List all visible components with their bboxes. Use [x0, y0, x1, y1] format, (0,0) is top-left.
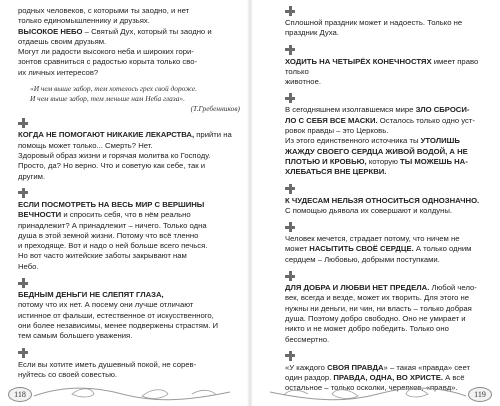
left-block-3-title: БЕДНЫМ ДЕНЬГИ НЕ СЛЕПЯТ ГЛАЗА, — [18, 290, 164, 300]
right-block-3 — [285, 93, 495, 177]
left-block-2-paragraph — [18, 210, 240, 220]
cross-icon — [285, 6, 295, 16]
left-block-2-text-5: Но вот часто житейские заботы закрывают нам — [18, 251, 187, 261]
left-block-4-text-2: нуйтесь со своей совестью. — [18, 369, 117, 379]
right-block-4 — [285, 184, 495, 217]
left-block-1-text-4: другим. — [18, 171, 46, 181]
right-block-7-title-a: СВОЯ ПРАВДА — [327, 362, 384, 372]
right-block-2-title: ХОДИТЬ НА ЧЕТЫРЁХ КОНЕЧНОСТЯХ — [285, 56, 432, 66]
right-block-3-line-1 — [285, 105, 495, 115]
left-block-1 — [18, 118, 240, 181]
left-sky-text-4: зонтов сравниться с радостью корыта только сво- — [18, 57, 198, 67]
flourish-ornament-icon — [32, 384, 232, 404]
cross-icon — [18, 348, 28, 358]
right-block-3-title-e: ПЛОТЬЮ И КРОВЬЮ, — [285, 156, 367, 166]
right-block-3-line-2 — [285, 116, 495, 126]
right-block-2 — [285, 45, 495, 88]
left-block-2-text-2: принадлежит? А принадлежит – ничего. Только одна — [18, 220, 207, 230]
right-page — [251, 0, 500, 406]
left-block-1-text-1: прийти на помощь может только... Смерть? Нет. — [18, 130, 232, 150]
left-block-3 — [18, 278, 240, 341]
left-block-2-title-a: ЕСЛИ ПОСМОТРЕТЬ НА ВЕСЬ МИР С ВЕРШИНЫ — [18, 199, 205, 209]
right-block-3-line-4 — [285, 136, 495, 146]
left-block-2-text-3: душа в этой земной жизни. Потому что всё тленно — [18, 230, 199, 240]
right-block-5-line-2 — [285, 244, 495, 254]
right-block-3-text-b3: Из этого единственного источника ты — [285, 136, 421, 146]
right-block-2-text-1: имеет право только — [285, 56, 479, 76]
cross-icon — [285, 93, 295, 103]
left-intro-line-1: родных человеков, с которыми ты заодно, и нет — [18, 6, 190, 15]
left-page-text — [18, 6, 240, 386]
left-page-number: 118 — [8, 387, 32, 402]
cross-icon — [18, 188, 28, 198]
left-block-1-text-2: Здоровый образ жизни и горячая молитва ко Господу. — [18, 151, 211, 161]
left-sky-text-3: Могут ли радости высокого неба и широких гори- — [18, 47, 194, 57]
left-block-3-text-4: тем самым большего уважения. — [18, 331, 133, 341]
right-block-7-text-a: «У каждого — [285, 362, 328, 372]
right-block-4-title: К ЧУДЕСАМ НЕЛЬЗЯ ОТНОСИТЬСЯ ОДНОЗНАЧНО. — [285, 195, 480, 205]
right-block-2-text-2: животное. — [285, 77, 321, 87]
left-block-2-text-6: Небо. — [18, 261, 39, 271]
right-block-7-text-b: » – такая «правда» сеет — [383, 362, 470, 372]
cross-icon — [18, 118, 28, 128]
left-sky-text-5: их личных интересов? — [18, 67, 99, 77]
right-block-5-text-a2: может — [285, 244, 310, 254]
right-block-3-title-b: ЛО С СЕБЯ ВСЕ МАСКИ. — [285, 115, 378, 125]
cross-icon — [285, 184, 295, 194]
left-sky-text-2: отдаешь своим друзьям. — [18, 36, 107, 46]
left-page — [0, 0, 249, 406]
left-block-3-text-2: истинное от фальши, естественное от искусственного, — [18, 310, 214, 320]
left-quote — [18, 84, 240, 113]
right-block-7-line-2 — [285, 373, 495, 383]
left-block-4 — [18, 348, 240, 381]
right-block-1 — [285, 6, 495, 39]
right-block-4-text-1: С помощью дьявола их совершают и колдуны. — [285, 205, 453, 215]
left-intro-line-2: только единомышленнику и друзьях. — [18, 16, 150, 26]
right-block-5-text-a1: Человек мечется, страдает потому, что ничем не — [285, 234, 460, 244]
left-block-2-text-1: и спросить себя, что в нём реально — [61, 210, 191, 220]
cross-icon — [285, 222, 295, 232]
right-page-text — [285, 6, 495, 400]
right-block-7-line-1 — [285, 363, 495, 373]
left-block-2-text-4: и преходяще. Вот и надо о ней больше всего печься. — [18, 241, 208, 251]
right-block-6-text-2: век, всегда и везде, может их творить. Для этого не — [285, 293, 470, 303]
right-block-6-text-3: нужны ни деньги, ни чин, ни власть – только добрая — [285, 303, 472, 313]
left-block-3-text-1: потому что их нет. А посему они лучше отличают — [18, 300, 194, 310]
right-block-3-title-c: УТОЛИШЬ — [420, 136, 460, 146]
left-sky-paragraph — [18, 27, 240, 37]
right-block-1-text-1: Сплошной праздник может и надоесть. Только не — [285, 18, 463, 27]
right-block-6 — [285, 271, 495, 345]
right-block-6-text-4: душа. Поэтому добро свободно. Оно не умирает и — [285, 313, 466, 323]
left-block-3-text-3: они более независимы, менее подвержены страстям. И — [18, 320, 219, 330]
right-block-6-text-5: никто и не может добро победить. Только оно бессмертно. — [285, 324, 449, 344]
right-block-3-text-c: которую — [366, 156, 401, 166]
right-block-3-title-g: ХЛЕБАТЬСЯ ВНЕ ЦЕРКВИ. — [285, 167, 387, 177]
right-block-1-text-2: праздник Духа. — [285, 28, 339, 38]
cross-icon — [285, 271, 295, 281]
left-folio — [2, 384, 242, 404]
right-folio — [258, 384, 498, 404]
right-block-7-text-d: А всё — [443, 373, 465, 383]
left-quote-line-2: И чем выше забор, тем меньше нам Неба глаза». — [30, 93, 185, 103]
cross-icon — [285, 351, 295, 361]
right-block-7-text-c: один раздор. — [285, 373, 334, 383]
left-block-1-paragraph — [18, 130, 240, 151]
right-block-7-text-e: остальное – только осколки, черепков, «правд». — [285, 383, 458, 393]
right-block-3-title-a: ЗЛО СБРОСИ- — [415, 105, 470, 115]
cross-icon — [285, 45, 295, 55]
right-block-6-paragraph — [285, 283, 495, 293]
right-block-3-title-f: ТЫ МОЖЕШЬ НА- — [400, 156, 468, 166]
left-sky-text-1: – Святый Дух, который ты заодно и — [82, 26, 212, 36]
right-page-number: 119 — [468, 387, 492, 402]
left-intro — [18, 6, 240, 78]
left-block-1-text-3: Просто, да? Но верно. Что и советую как себе, так и — [18, 161, 206, 171]
right-block-2-paragraph — [285, 57, 495, 78]
cross-icon — [18, 278, 28, 288]
right-block-5-title: НАСЫТИТЬ СВОЁ СЕРДЦЕ. — [309, 244, 414, 254]
left-block-1-title: КОГДА НЕ ПОМОГАЮТ НИКАКИЕ ЛЕКАРСТВА, — [18, 130, 195, 140]
right-block-7-title-b: ПРАВДА, ОДНА, ВО ХРИСТЕ. — [333, 373, 443, 383]
right-block-3-text-b1: Осталось только одно уст- — [377, 115, 475, 125]
left-quote-line-1: «И чем выше забор, тем хотелось грех свой дороже. — [30, 84, 198, 94]
right-block-3-line-6 — [285, 157, 495, 167]
left-block-2-title-b: ВЕЧНОСТИ — [18, 210, 62, 220]
right-block-5-text-c: сердцем – Любовью, добрыми поступками. — [285, 254, 440, 264]
left-quote-author: (Т.Гребенников) — [190, 103, 240, 113]
left-block-2 — [18, 188, 240, 272]
left-block-4-text-1: Если вы хотите иметь душевный покой, не сорев- — [18, 359, 197, 369]
right-block-3-text-b2: ровок правды – это Церковь. — [285, 126, 389, 136]
flourish-ornament-icon — [268, 384, 468, 404]
right-block-6-text-1: Любой чело- — [429, 283, 477, 293]
right-block-6-title: ДЛЯ ДОБРА И ЛЮБВИ НЕТ ПРЕДЕЛА. — [285, 283, 430, 293]
right-block-3-text-a: В сегодняшнем изолгавшемся мире — [285, 105, 416, 115]
left-sky-title: ВЫСОКОЕ НЕБО — [18, 26, 83, 36]
right-block-3-title-d: ЖАЖДУ СВОЕГО СЕРДЦА ЖИВОЙ ВОДОЙ, А НЕ — [285, 146, 468, 156]
right-block-5 — [285, 222, 495, 265]
right-block-5-text-b: А только одним — [413, 244, 472, 254]
